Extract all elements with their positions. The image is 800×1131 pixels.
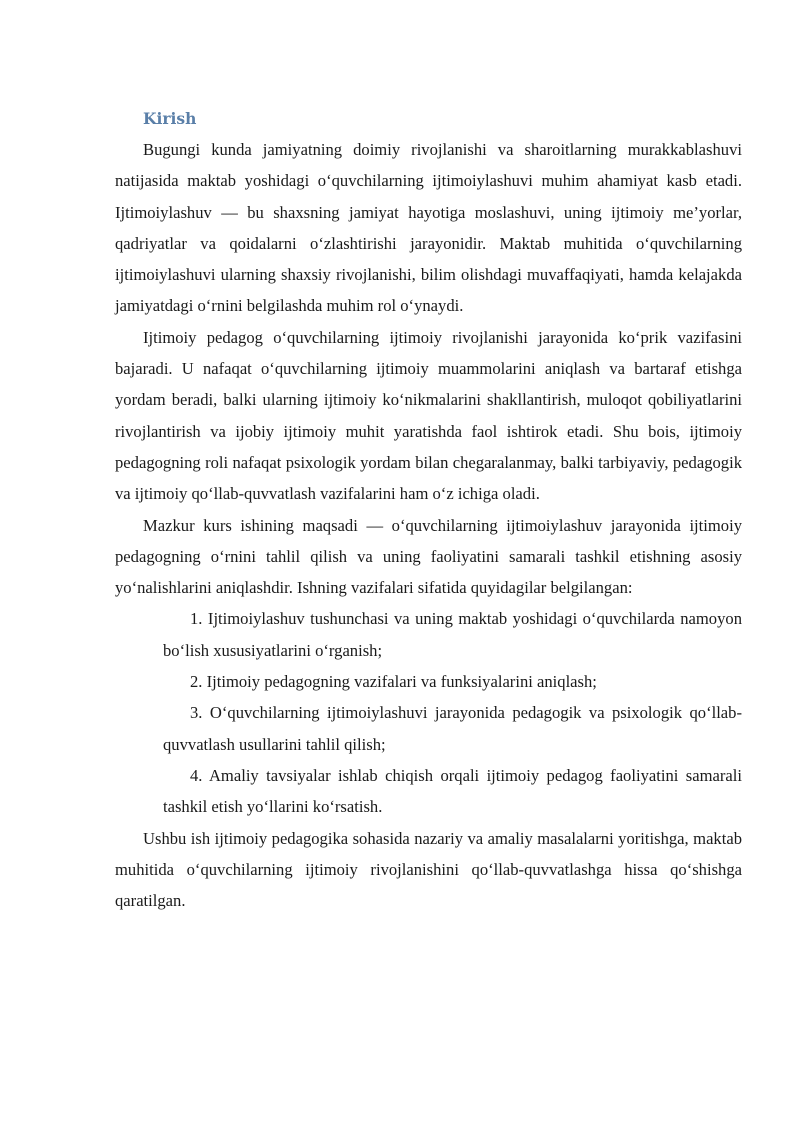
task-text: O‘quvchilarning ijtimoiylashuvi jarayonida pedagogik va psixologik qo‘llab-quvvatlash usullarini tahlil qilish; [163,703,742,754]
conclusion-paragraph: Ushbu ish ijtimoiy pedagogika sohasida nazariy va amaliy masalalarni yoritishga, maktab muhitida o‘quvchilarning ijtimoiy rivojlanishini qo‘llab-quvvatlashga hissa qo‘shishga qaratilgan. [115,828,742,911]
document-page [115,106,742,916]
task-text: Amaliy tavsiyalar ishlab chiqish orqali ijtimoiy pedagog faoliyatini samarali tashkil etish yo‘llarini ko‘rsatish. [163,765,742,817]
task-number: 1. [190,609,203,629]
intro-paragraph-1: Bugungi kunda jamiyatning doimiy rivojlanishi va sharoitlarning murakkablashuvi natijasida maktab yoshidagi o‘quvchilarning ijtimoiylashuvi muhim ahamiyat kasb etadi. Ijtimoiylashuv — bu shaxsning jamiyat hayotiga moslashuvi, uning ijtimoiy me’yorlar, qadriyatlar va qoidalarni o‘zlashtirishi jarayonidir. Maktab muhitida o‘quvchilarning ijtimoiylashuvi ularning shaxsiy rivojlanishi, bilim olishdagi muvaffaqiyati, hamda kelajakda jamiyatdagi o‘rnini belgilashda muhim rol o‘ynaydi. [115,140,742,316]
task-number: 2. [190,672,203,692]
task-number: 3. [190,703,203,723]
task-item-4 [163,760,742,823]
task-text: Ijtimoiy pedagogning vazifalari va funksiyalarini aniqlash; [206,672,597,692]
task-item-2 [163,666,742,697]
task-text: Ijtimoiylashuv tushunchasi va uning maktab yoshidagi o‘quvchilarda namoyon bo‘lish xususiyatlarini o‘rganish; [163,609,742,660]
section-heading: Kirish [143,109,197,128]
tasks-list [115,603,742,822]
task-item-1 [163,603,742,666]
intro-paragraph-3: Mazkur kurs ishining maqsadi — o‘quvchilarning ijtimoiylashuv jarayonida ijtimoiy pedagogning o‘rnini tahlil qilish va uning faoliyatini samarali tashkil etishning asosiy yo‘nalishlarini aniqlashdir. Ishning vazifalari sifatida quyidagilar belgilangan: [115,515,742,598]
intro-paragraph-2: Ijtimoiy pedagog o‘quvchilarning ijtimoiy rivojlanishi jarayonida ko‘prik vazifasini bajaradi. U nafaqat o‘quvchilarning ijtimoiy muammolarini aniqlash va bartaraf etishga yordam beradi, balki ularning ijtimoiy ko‘nikmalarini shakllantirish, muloqot qobiliyatlarini rivojlantirish va ijobiy ijtimoiy muhit yaratishda faol ishtirok etadi. Shu bois, ijtimoiy pedagogning roli nafaqat psixologik yordam bilan chegaralanmay, balki tarbiyaviy, pedagogik va ijtimoiy qo‘llab-quvvatlash vazifalarini ham o‘z ichiga oladi. [115,327,742,504]
task-number: 4. [190,765,203,785]
task-item-3 [163,697,742,760]
